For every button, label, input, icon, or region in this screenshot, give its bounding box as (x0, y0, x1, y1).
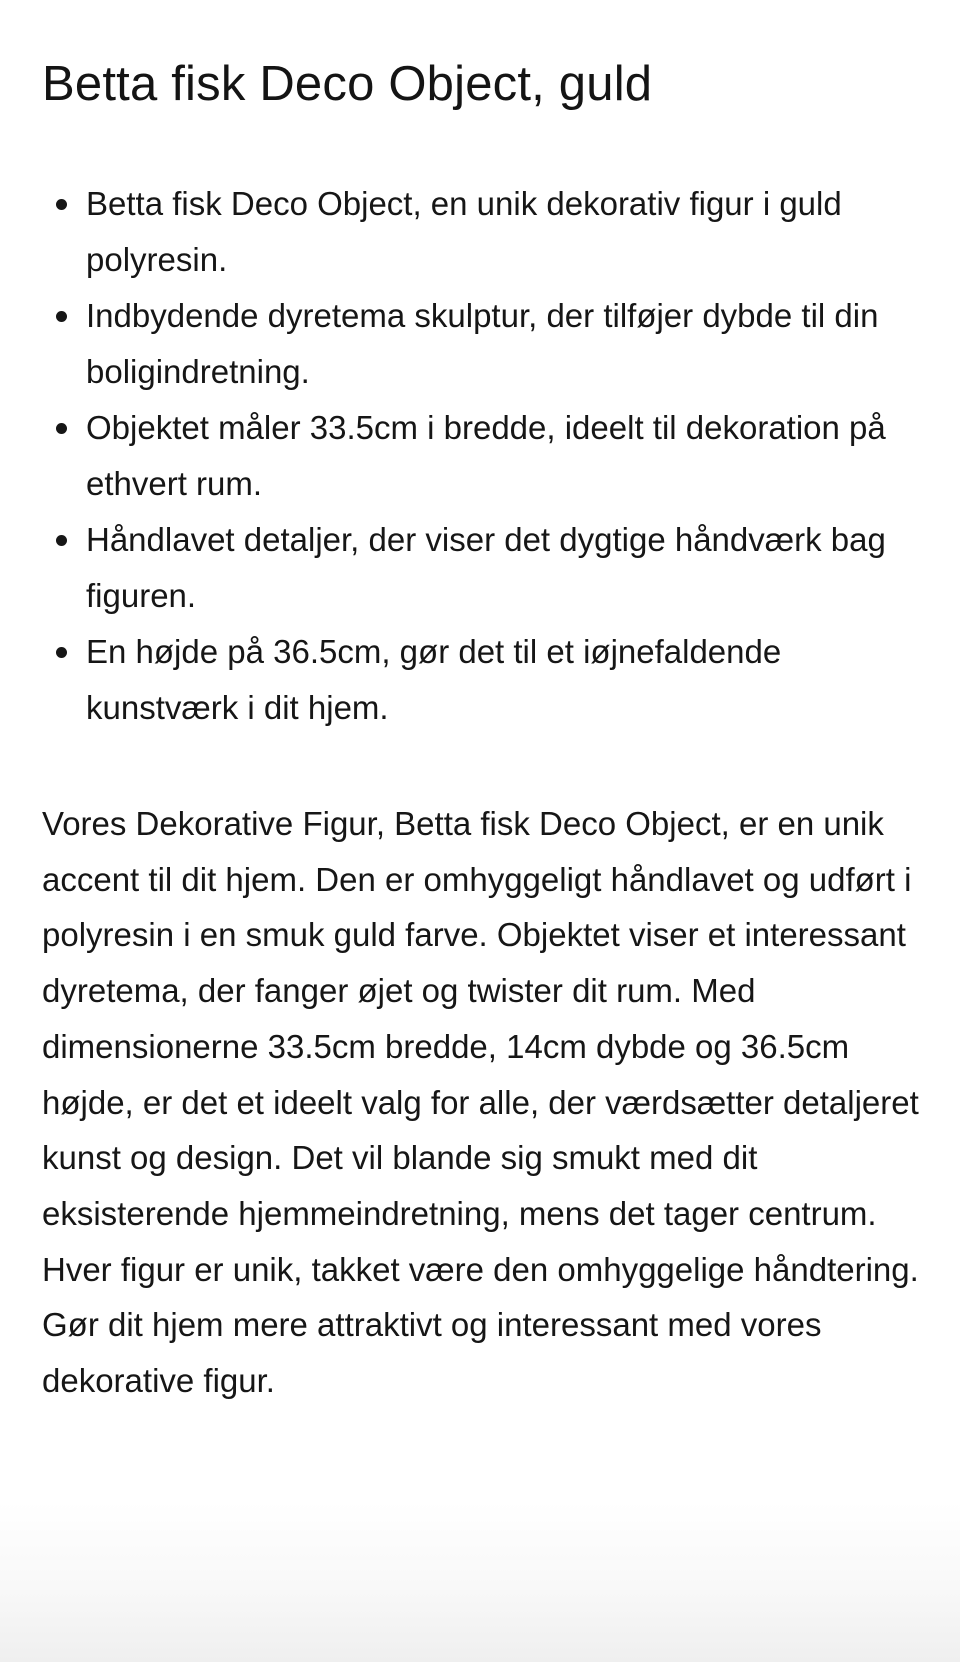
feature-list-item (42, 512, 922, 624)
feature-text: Håndlavet detaljer, der viser det dygtige håndværk bag figuren. (86, 521, 886, 614)
feature-text: Indbydende dyretema skulptur, der tilføjer dybde til din boligindretning. (86, 297, 879, 390)
feature-list-item (42, 624, 922, 736)
bullet-icon (56, 647, 67, 658)
bottom-fade-overlay (0, 1502, 960, 1662)
feature-text: En højde på 36.5cm, gør det til et iøjnefaldende kunstværk i dit hjem. (86, 633, 782, 726)
bullet-icon (56, 311, 67, 322)
bullet-icon (56, 423, 67, 434)
feature-text: Betta fisk Deco Object, en unik dekorativ figur i guld polyresin. (86, 185, 842, 278)
bullet-icon (56, 535, 67, 546)
feature-list (42, 176, 922, 736)
feature-list-item (42, 400, 922, 512)
product-content (42, 48, 922, 1400)
product-title: Betta fisk Deco Object, guld (42, 57, 653, 111)
feature-list-item (42, 288, 922, 400)
product-description: Vores Dekorative Figur, Betta fisk Deco Object, er en unik accent til dit hjem. Den er omhyggeligt håndlavet og udført i polyresin i en smuk guld farve. Objektet viser et interessant dyretema, der fanger øjet og twister dit rum. Med dimensionerne 33.5cm bredde, 14cm dybde og 36.5cm højde, er det et ideelt valg for alle, der værdsætter detaljeret kunst og design. Det vil blande sig smukt med dit eksisterende hjemmeindretning, mens det tager centrum. Hver figur er unik, takket være den omhyggelige håndtering. Gør dit hjem mere attraktivt og interessant med vores dekorative figur. (42, 805, 919, 1400)
feature-text: Objektet måler 33.5cm i bredde, ideelt til dekoration på ethvert rum. (86, 409, 886, 502)
bullet-icon (56, 199, 67, 210)
feature-list-item (42, 176, 922, 288)
